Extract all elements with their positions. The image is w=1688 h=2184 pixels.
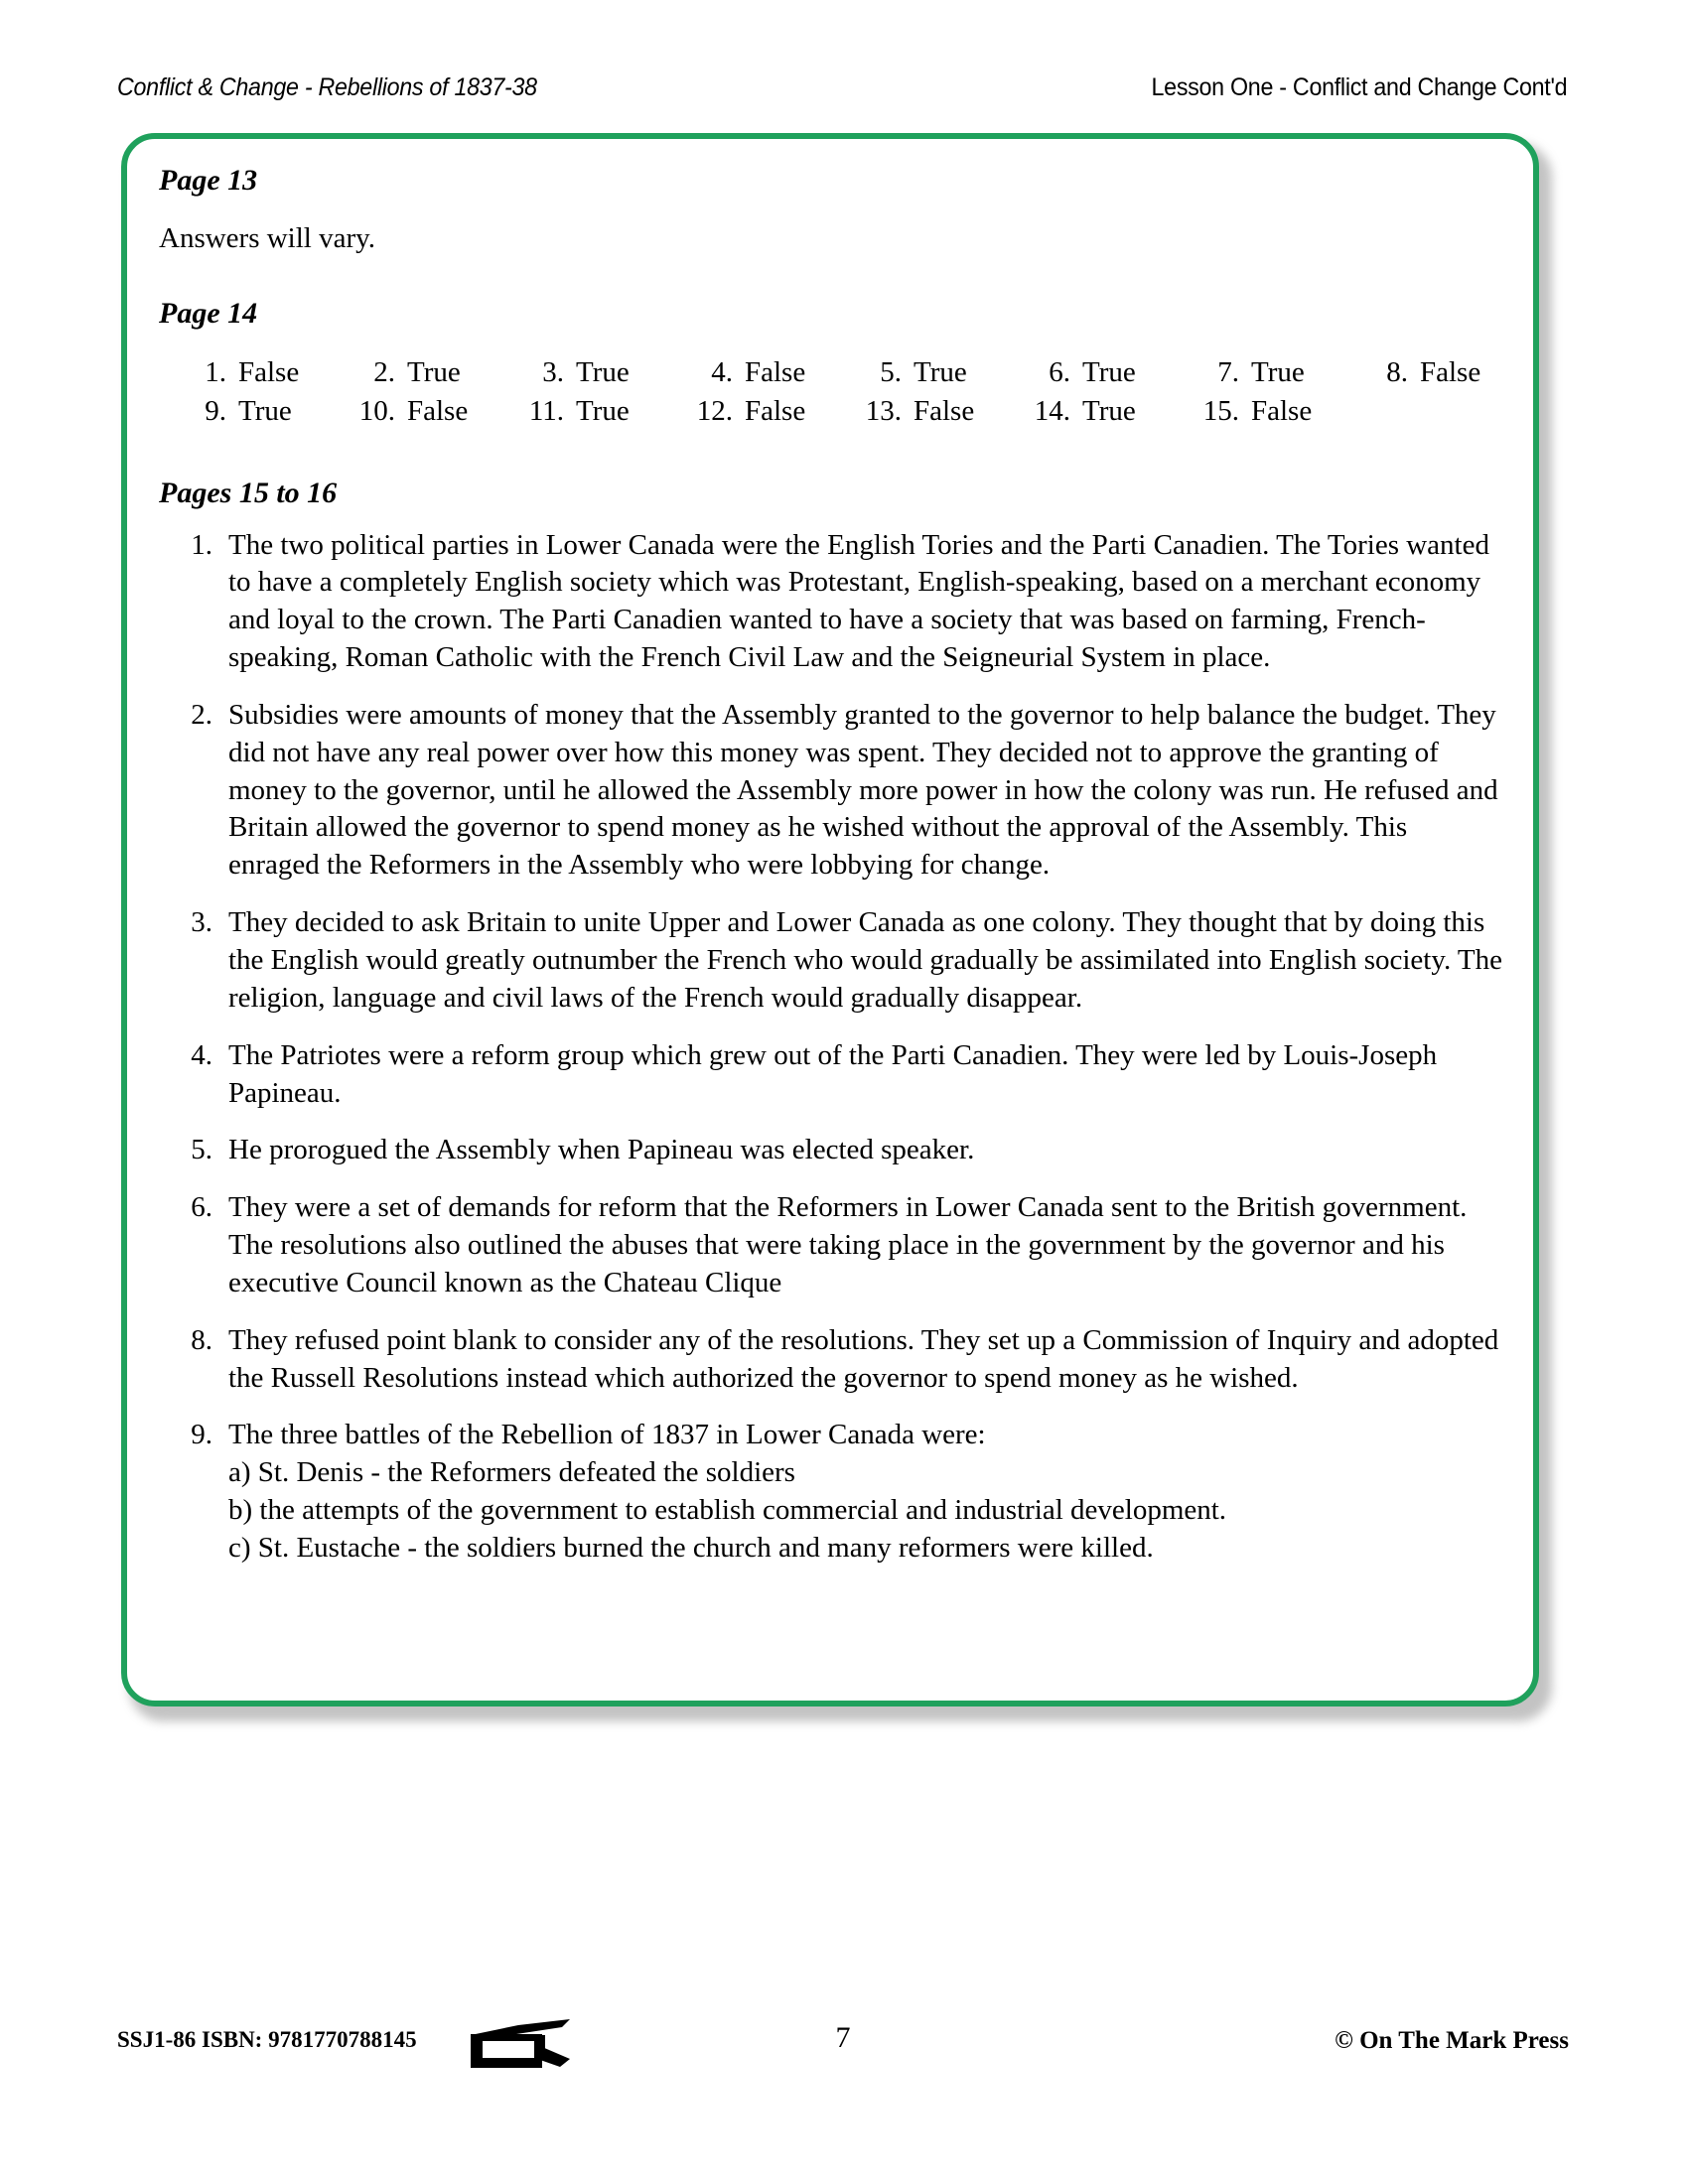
answer-value: True bbox=[238, 395, 292, 428]
answer-value: False bbox=[745, 356, 806, 389]
page-footer bbox=[117, 2017, 1569, 2077]
answer-row bbox=[173, 353, 1505, 392]
answer-number: 5. bbox=[880, 356, 902, 389]
answer-text: Subsidies were amounts of money that the Assembly granted to the governor to help balance the budget. They did not have any real power over how this money was spent. They decided not to approve the granting of money to the governor, until he allowed the Assembly more power in how the colony was run. He refused and Britain allowed the governor to spend money as he wished without the approval of the Assembly. This enraged the Reformers in the Assembly who were lobbying for change. bbox=[228, 698, 1498, 882]
answer-value: True bbox=[576, 356, 630, 389]
section-heading-page-13: Page 13 bbox=[159, 164, 258, 197]
answer-cell bbox=[1017, 392, 1186, 431]
answer-subline-a: a) St. Denis - the Reformers defeated the soldiers bbox=[228, 1456, 795, 1489]
answer-number: 1. bbox=[191, 528, 212, 561]
answer-cell bbox=[679, 353, 848, 392]
answer-list-item bbox=[167, 904, 1505, 1018]
answer-subline-c: c) St. Eustache - the soldiers burned the church and many reformers were killed. bbox=[228, 1531, 1154, 1564]
answer-cell bbox=[1186, 353, 1354, 392]
answer-text: They were a set of demands for reform that the Reformers in Lower Canada sent to the British government. The resolutions also outlined the abuses that were taking place in the government by the governor and his executive Council known as the Chateau Clique bbox=[228, 1191, 1468, 1298]
answer-value: False bbox=[914, 395, 975, 428]
answer-number: 12. bbox=[696, 395, 733, 428]
answer-cell bbox=[1017, 353, 1186, 392]
answer-cell bbox=[510, 353, 679, 392]
answer-text: The two political parties in Lower Canada were the English Tories and the Parti Canadien. The Tories wanted to have a completely English society which was Protestant, English-speaking, based on a merchant economy and loyal to the crown. The Parti Canadien wanted to have a society that was based on farming, French-speaking, Roman Catholic with the French Civil Law and the Seigneurial System in place. bbox=[228, 528, 1489, 674]
answer-key-content bbox=[159, 157, 1505, 1568]
answer-list-item bbox=[167, 1417, 1505, 1567]
answer-list-item bbox=[167, 697, 1505, 885]
answer-list-item bbox=[167, 1037, 1505, 1113]
answer-number: 4. bbox=[191, 1038, 212, 1071]
answer-number: 9. bbox=[191, 1419, 212, 1451]
footer-page-number: 7 bbox=[835, 2021, 851, 2054]
answer-list-item bbox=[167, 1322, 1505, 1398]
answer-cell bbox=[173, 353, 342, 392]
answer-number: 11. bbox=[528, 395, 564, 428]
answer-number: 8. bbox=[1386, 356, 1408, 389]
answer-number: 3. bbox=[191, 906, 212, 939]
page-14-answers bbox=[173, 353, 1505, 431]
answer-number: 5. bbox=[191, 1134, 212, 1166]
answer-text: The three battles of the Rebellion of 1837 in Lower Canada were: bbox=[228, 1419, 986, 1451]
answer-subline-b: b) the attempts of the government to establish commercial and industrial development. bbox=[228, 1494, 1227, 1527]
answer-key-box bbox=[121, 133, 1539, 1706]
answer-cell bbox=[1354, 353, 1480, 392]
answer-number: 14. bbox=[1034, 395, 1070, 428]
answer-cell bbox=[848, 353, 1017, 392]
answer-number: 3. bbox=[542, 356, 564, 389]
answer-number: 10. bbox=[358, 395, 395, 428]
answer-cell bbox=[342, 353, 510, 392]
answer-value: True bbox=[1082, 356, 1136, 389]
answer-cell bbox=[679, 392, 848, 431]
answer-text: He prorogued the Assembly when Papineau was elected speaker. bbox=[228, 1134, 975, 1166]
answer-value: True bbox=[1082, 395, 1136, 428]
answer-number: 4. bbox=[711, 356, 733, 389]
answer-value: True bbox=[914, 356, 967, 389]
answer-value: False bbox=[1251, 395, 1313, 428]
answer-value: False bbox=[407, 395, 469, 428]
answer-cell bbox=[173, 392, 342, 431]
answer-cell bbox=[1186, 392, 1312, 431]
answer-value: True bbox=[576, 395, 630, 428]
section-heading-pages-15-16: Pages 15 to 16 bbox=[159, 476, 338, 509]
answer-text: The Patriotes were a reform group which grew out of the Parti Canadien. They were led by Louis-Joseph Papineau. bbox=[228, 1038, 1438, 1109]
running-head-right: Lesson One - Conflict and Change Cont'd bbox=[1151, 73, 1567, 101]
answer-number: 15. bbox=[1202, 395, 1239, 428]
answer-number: 8. bbox=[191, 1323, 212, 1356]
answer-number: 1. bbox=[205, 356, 226, 389]
answer-value: False bbox=[745, 395, 806, 428]
answer-value: True bbox=[1251, 356, 1305, 389]
answer-number: 6. bbox=[1049, 356, 1070, 389]
page-13-body: Answers will vary. bbox=[159, 222, 375, 254]
answer-number: 7. bbox=[1217, 356, 1239, 389]
answer-cell bbox=[510, 392, 679, 431]
footer-copyright: © On The Mark Press bbox=[1335, 2027, 1569, 2054]
answer-value: False bbox=[238, 356, 300, 389]
answer-text-group bbox=[228, 1417, 1505, 1567]
answer-cell bbox=[342, 392, 510, 431]
answer-text: They decided to ask Britain to unite Upper and Lower Canada as one colony. They thought that by doing this the English would greatly outnumber the French who would gradually be assimilated into English society. The religion, language and civil laws of the French would gradually disappear. bbox=[228, 906, 1503, 1014]
answer-list-item bbox=[167, 1132, 1505, 1169]
answer-value: True bbox=[407, 356, 461, 389]
answer-cell bbox=[848, 392, 1017, 431]
answer-number: 9. bbox=[205, 395, 226, 428]
running-head bbox=[117, 73, 1567, 102]
answer-row bbox=[173, 392, 1505, 431]
footer-isbn: SSJ1-86 ISBN: 9781770788145 bbox=[117, 2027, 417, 2052]
answer-number: 2. bbox=[373, 356, 395, 389]
answer-number: 2. bbox=[191, 698, 212, 731]
section-heading-page-14: Page 14 bbox=[159, 297, 258, 331]
answer-text: They refused point blank to consider any of the resolutions. They set up a Commission of Inquiry and adopted the Russell Resolutions instead which authorized the governor to spend money as he wished. bbox=[228, 1323, 1499, 1394]
answer-list-item bbox=[167, 1189, 1505, 1302]
pages-15-16-answers bbox=[167, 527, 1505, 1568]
answer-number: 13. bbox=[865, 395, 902, 428]
running-head-left: Conflict & Change - Rebellions of 1837-38 bbox=[117, 73, 537, 101]
answer-value: False bbox=[1420, 356, 1481, 389]
answer-list-item bbox=[167, 527, 1505, 677]
answer-number: 6. bbox=[191, 1191, 212, 1224]
